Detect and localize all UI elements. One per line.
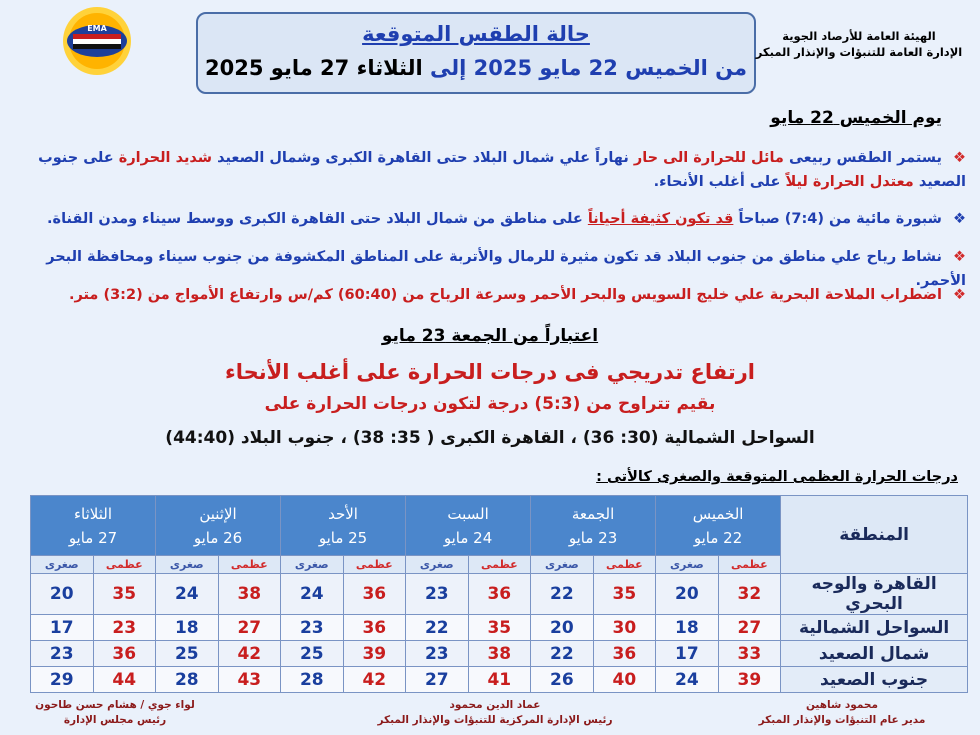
min-temp: 25 bbox=[281, 641, 344, 667]
region-name: جنوب الصعيد bbox=[781, 667, 968, 693]
p3-text: نشاط رياح علي مناطق من جنوب البلاد قد تكون مثيرة للرمال والأتربة على المناطق المكشوفة من جنوب سيناء ومحافظة البحر الأحمر. bbox=[46, 249, 966, 289]
signature-title: رئيس الإدارة المركزية للتنبؤات والإنذار المبكر bbox=[377, 714, 613, 726]
table-caption: درجات الحرارة العظمى المتوقعة والصغرى كالأتى : bbox=[596, 469, 958, 485]
table-header-row bbox=[31, 496, 968, 556]
max-temp: 42 bbox=[218, 641, 281, 667]
max-temp: 38 bbox=[468, 641, 531, 667]
signature-name: لواء جوي / هشام حسن طاحون bbox=[35, 699, 195, 711]
min-temp: 22 bbox=[531, 641, 594, 667]
organization-block bbox=[754, 28, 964, 60]
max-temp: 33 bbox=[718, 641, 781, 667]
title-box bbox=[196, 12, 756, 94]
table-row bbox=[31, 641, 968, 667]
outlook-heading-text: اعتباراً من الجمعة 23 مايو bbox=[381, 326, 599, 346]
diamond-bullet-icon: ❖ bbox=[953, 249, 966, 265]
temperature-table bbox=[30, 495, 967, 693]
min-temp: 24 bbox=[281, 574, 344, 615]
day-name: الثلاثاء bbox=[74, 504, 113, 523]
table-row bbox=[31, 574, 968, 615]
p1-part-b: مائل للحرارة الى حار bbox=[633, 150, 784, 166]
day-name: السبت bbox=[447, 504, 489, 523]
outlook-line-2: بقيم تتراوح من (5:3) درجة لتكون درجات الحرارة على bbox=[264, 394, 716, 414]
max-temp: 36 bbox=[93, 641, 156, 667]
max-label: عظمى bbox=[218, 556, 281, 574]
min-temp: 23 bbox=[31, 641, 94, 667]
min-label: صغرى bbox=[406, 556, 469, 574]
min-label: صغرى bbox=[531, 556, 594, 574]
period-to-word: إلى bbox=[430, 56, 467, 80]
max-label: عظمى bbox=[593, 556, 656, 574]
max-temp: 32 bbox=[718, 574, 781, 615]
signature-right bbox=[712, 698, 972, 728]
day-name: الخميس bbox=[692, 504, 744, 523]
region-header: المنطقة bbox=[781, 496, 968, 574]
max-temp: 39 bbox=[343, 641, 406, 667]
p1-part-e: على جنوب الصعيد bbox=[38, 150, 966, 190]
day-date: 22 مايو bbox=[693, 528, 743, 547]
p1-part-g: على أغلب الأنحاء. bbox=[653, 174, 781, 190]
p1-part-f: معتدل الحرارة ليلاً bbox=[785, 174, 914, 190]
day-name: الإثنين bbox=[199, 504, 237, 523]
min-label: صغرى bbox=[156, 556, 219, 574]
max-temp: 43 bbox=[218, 667, 281, 693]
p2-part-c: على مناطق من شمال البلاد حتى القاهرة الكبرى ووسط سيناء ومدن القناة. bbox=[47, 211, 583, 227]
min-temp: 27 bbox=[406, 667, 469, 693]
min-temp: 26 bbox=[531, 667, 594, 693]
forecast-paragraph-1 bbox=[11, 146, 966, 194]
max-label: عظمى bbox=[93, 556, 156, 574]
day-date: 26 مايو bbox=[193, 528, 243, 547]
min-temp: 24 bbox=[656, 667, 719, 693]
min-temp: 28 bbox=[156, 667, 219, 693]
diamond-bullet-icon: ❖ bbox=[953, 287, 966, 303]
min-temp: 20 bbox=[656, 574, 719, 615]
min-label: صغرى bbox=[31, 556, 94, 574]
max-temp: 36 bbox=[343, 615, 406, 641]
max-temp: 36 bbox=[593, 641, 656, 667]
period-from: من الخميس 22 مايو 2025 bbox=[473, 56, 747, 80]
min-temp: 28 bbox=[281, 667, 344, 693]
min-temp: 23 bbox=[406, 641, 469, 667]
max-label: عظمى bbox=[343, 556, 406, 574]
max-temp: 35 bbox=[468, 615, 531, 641]
day-header bbox=[656, 496, 781, 556]
region-name: شمال الصعيد bbox=[781, 641, 968, 667]
signature-left bbox=[0, 698, 230, 728]
p1-part-d: شديد الحرارة bbox=[118, 150, 213, 166]
max-temp: 27 bbox=[718, 615, 781, 641]
max-temp: 35 bbox=[93, 574, 156, 615]
day-header bbox=[406, 496, 531, 556]
forecast-period bbox=[198, 56, 754, 80]
max-temp: 41 bbox=[468, 667, 531, 693]
day-heading: يوم الخميس 22 مايو bbox=[770, 108, 942, 128]
min-temp: 25 bbox=[156, 641, 219, 667]
day-date: 25 مايو bbox=[318, 528, 368, 547]
min-temp: 20 bbox=[531, 615, 594, 641]
outlook-heading bbox=[0, 326, 980, 346]
outlook-line-1: ارتفاع تدريجي فى درجات الحرارة على أغلب الأنحاء bbox=[224, 360, 755, 384]
max-temp: 27 bbox=[218, 615, 281, 641]
forecast-paragraph-4 bbox=[11, 283, 966, 307]
p4-text: اضطراب الملاحة البحرية علي خليج السويس والبحر الأحمر وسرعة الرياح من (60:40) كم/س وارتفاع الأمواج من (3:2) متر. bbox=[68, 287, 942, 303]
min-temp: 17 bbox=[31, 615, 94, 641]
day-header bbox=[31, 496, 156, 556]
day-date: 27 مايو bbox=[68, 528, 118, 547]
min-temp: 29 bbox=[31, 667, 94, 693]
min-temp: 22 bbox=[531, 574, 594, 615]
max-label: عظمى bbox=[718, 556, 781, 574]
diamond-bullet-icon: ❖ bbox=[953, 211, 966, 227]
p2-part-a: شبورة مائية من (7:4) صباحاً bbox=[738, 211, 942, 227]
max-temp: 39 bbox=[718, 667, 781, 693]
max-temp: 42 bbox=[343, 667, 406, 693]
max-temp: 36 bbox=[468, 574, 531, 615]
min-label: صغرى bbox=[656, 556, 719, 574]
region-name: القاهرة والوجه البحري bbox=[781, 574, 968, 615]
min-temp: 18 bbox=[656, 615, 719, 641]
org-name: الهيئة العامة للأرصاد الجوية bbox=[782, 29, 936, 43]
max-temp: 35 bbox=[593, 574, 656, 615]
max-temp: 30 bbox=[593, 615, 656, 641]
max-temp: 36 bbox=[343, 574, 406, 615]
day-date: 24 مايو bbox=[443, 528, 493, 547]
signature-center bbox=[350, 698, 640, 728]
table-row bbox=[31, 615, 968, 641]
day-name: الجمعة bbox=[571, 504, 615, 523]
p1-part-a: يستمر الطقس ربيعى bbox=[788, 150, 942, 166]
period-to: الثلاثاء 27 مايو 2025 bbox=[205, 56, 423, 80]
ema-logo bbox=[40, 4, 155, 79]
max-temp: 23 bbox=[93, 615, 156, 641]
day-name: الأحد bbox=[328, 504, 358, 523]
p2-part-b: قد تكون كثيفة أحياناً bbox=[587, 211, 734, 227]
signature-name: محمود شاهين bbox=[805, 699, 879, 711]
max-temp: 44 bbox=[93, 667, 156, 693]
min-temp: 17 bbox=[656, 641, 719, 667]
page-title: حالة الطقس المتوقعة bbox=[362, 22, 590, 46]
min-temp: 18 bbox=[156, 615, 219, 641]
min-temp: 23 bbox=[281, 615, 344, 641]
min-temp: 23 bbox=[406, 574, 469, 615]
max-temp: 38 bbox=[218, 574, 281, 615]
max-temp: 40 bbox=[593, 667, 656, 693]
max-label: عظمى bbox=[468, 556, 531, 574]
forecast-paragraph-2 bbox=[11, 207, 966, 231]
signature-title: رئيس مجلس الإدارة bbox=[63, 714, 167, 726]
min-temp: 24 bbox=[156, 574, 219, 615]
day-date: 23 مايو bbox=[568, 528, 618, 547]
min-temp: 22 bbox=[406, 615, 469, 641]
day-header bbox=[156, 496, 281, 556]
org-department: الإدارة العامة للتنبؤات والإنذار المبكر bbox=[755, 45, 963, 59]
logo-text: EMA bbox=[87, 24, 107, 33]
table-row bbox=[31, 667, 968, 693]
p1-part-c: نهاراً علي شمال البلاد حتى القاهرة الكبرى وشمال الصعيد bbox=[217, 150, 629, 166]
day-header bbox=[281, 496, 406, 556]
region-name: السواحل الشمالية bbox=[781, 615, 968, 641]
min-temp: 20 bbox=[31, 574, 94, 615]
diamond-bullet-icon: ❖ bbox=[953, 150, 966, 166]
signature-name: عماد الدين محمود bbox=[449, 699, 541, 711]
outlook-line-3: السواحل الشمالية (30: 36) ، القاهرة الكبرى ( 35: 38) ، جنوب البلاد (44:40) bbox=[165, 428, 815, 448]
day-header bbox=[531, 496, 656, 556]
min-label: صغرى bbox=[281, 556, 344, 574]
signature-title: مدير عام التنبؤات والإنذار المبكر bbox=[758, 714, 926, 726]
